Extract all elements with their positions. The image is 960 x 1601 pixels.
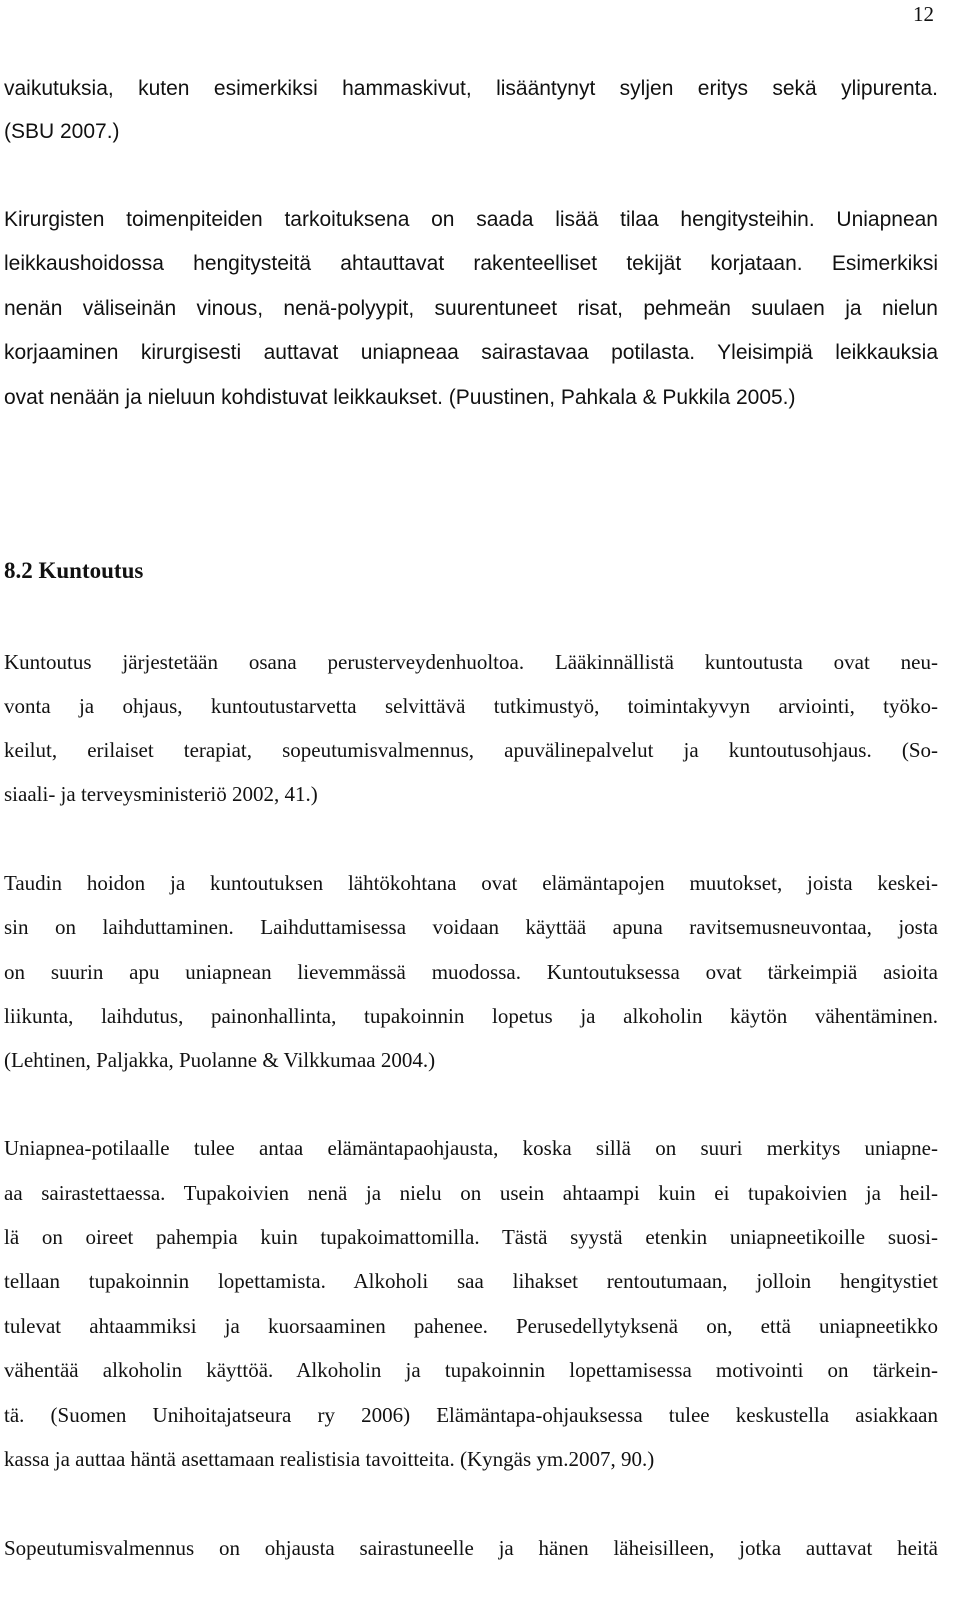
text-line: keilut, erilaiset terapiat, sopeutumisvalmennus, apuvälinepalvelut ja kuntoutusohjaus. (So- xyxy=(4,738,938,762)
section-heading: 8.2 Kuntoutus xyxy=(4,558,144,583)
text-line: kassa ja auttaa häntä asettamaan realistisia tavoitteita. (Kyngäs ym.2007, 90.) xyxy=(4,1447,655,1471)
text-line: tä. (Suomen Unihoitajatseura ry 2006) Elämäntapa-ohjauksessa tulee keskustella asiakkaan xyxy=(4,1403,938,1427)
text-line: vähentää alkoholin käyttöä. Alkoholin ja tupakoinnin lopettamisessa motivointi on tärkein- xyxy=(4,1358,938,1382)
text-line: korjaaminen kirurgisesti auttavat uniapneaa sairastavaa potilasta. Yleisimpiä leikkauksia xyxy=(4,341,938,364)
text-line: Taudin hoidon ja kuntoutuksen lähtökohtana ovat elämäntapojen muutokset, joista keskei- xyxy=(4,871,938,895)
text-line: on suurin apu uniapnean lievemmässä muodossa. Kuntoutuksessa ovat tärkeimpiä asioita xyxy=(4,960,938,984)
text-line: aa sairastettaessa. Tupakoivien nenä ja nielu on usein ahtaampi kuin ei tupakoivien ja heil- xyxy=(4,1181,938,1205)
text-line: nenän väliseinän vinous, nenä-polyypit, suurentuneet risat, pehmeän suulaen ja nielun xyxy=(4,297,938,320)
text-line: liikunta, laihdutus, painonhallinta, tupakoinnin lopetus ja alkoholin käytön vähentäminen. xyxy=(4,1004,938,1028)
text-line: sin on laihduttaminen. Laihduttamisessa voidaan käyttää apuna ravitsemusneuvontaa, josta xyxy=(4,915,938,939)
text-line: leikkaushoidossa hengitysteitä ahtauttavat rakenteelliset tekijät korjataan. Esimerkiksi xyxy=(4,252,938,275)
text-line: Kuntoutus järjestetään osana perusterveydenhuoltoa. Lääkinnällistä kuntoutusta ovat neu- xyxy=(4,650,938,674)
text-line: tulevat ahtaammiksi ja kuorsaaminen pahenee. Perusedellytyksenä on, että uniapneetikko xyxy=(4,1314,938,1338)
text-line: vonta ja ohjaus, kuntoutustarvetta selvittävä tutkimustyö, toimintakyvyn arviointi, työko- xyxy=(4,694,938,718)
page-number: 12 xyxy=(913,2,934,26)
text-line: vaikutuksia, kuten esimerkiksi hammaskivut, lisääntynyt syljen eritys sekä ylipurenta. xyxy=(4,77,938,100)
text-line: Uniapnea-potilaalle tulee antaa elämäntapaohjausta, koska sillä on suuri merkitys uniapne- xyxy=(4,1136,938,1160)
text-line: lä on oireet pahempia kuin tupakoimattomilla. Tästä syystä etenkin uniapneetikoille suosi- xyxy=(4,1225,938,1249)
text-line: siaali- ja terveysministeriö 2002, 41.) xyxy=(4,782,318,806)
text-line: Sopeutumisvalmennus on ohjausta sairastuneelle ja hänen läheisilleen, jotka auttavat heitä xyxy=(4,1536,938,1560)
text-line: Kirurgisten toimenpiteiden tarkoituksena on saada lisää tilaa hengitysteihin. Uniapnean xyxy=(4,208,938,231)
text-line: ovat nenään ja nieluun kohdistuvat leikkaukset. (Puustinen, Pahkala & Pukkila 2005.) xyxy=(4,386,796,409)
text-line: (SBU 2007.) xyxy=(4,120,120,143)
text-line: (Lehtinen, Paljakka, Puolanne & Vilkkumaa 2004.) xyxy=(4,1048,436,1072)
text-line: tellaan tupakoinnin lopettamista. Alkoholi saa lihakset rentoutumaan, jolloin hengitystiet xyxy=(4,1269,938,1293)
